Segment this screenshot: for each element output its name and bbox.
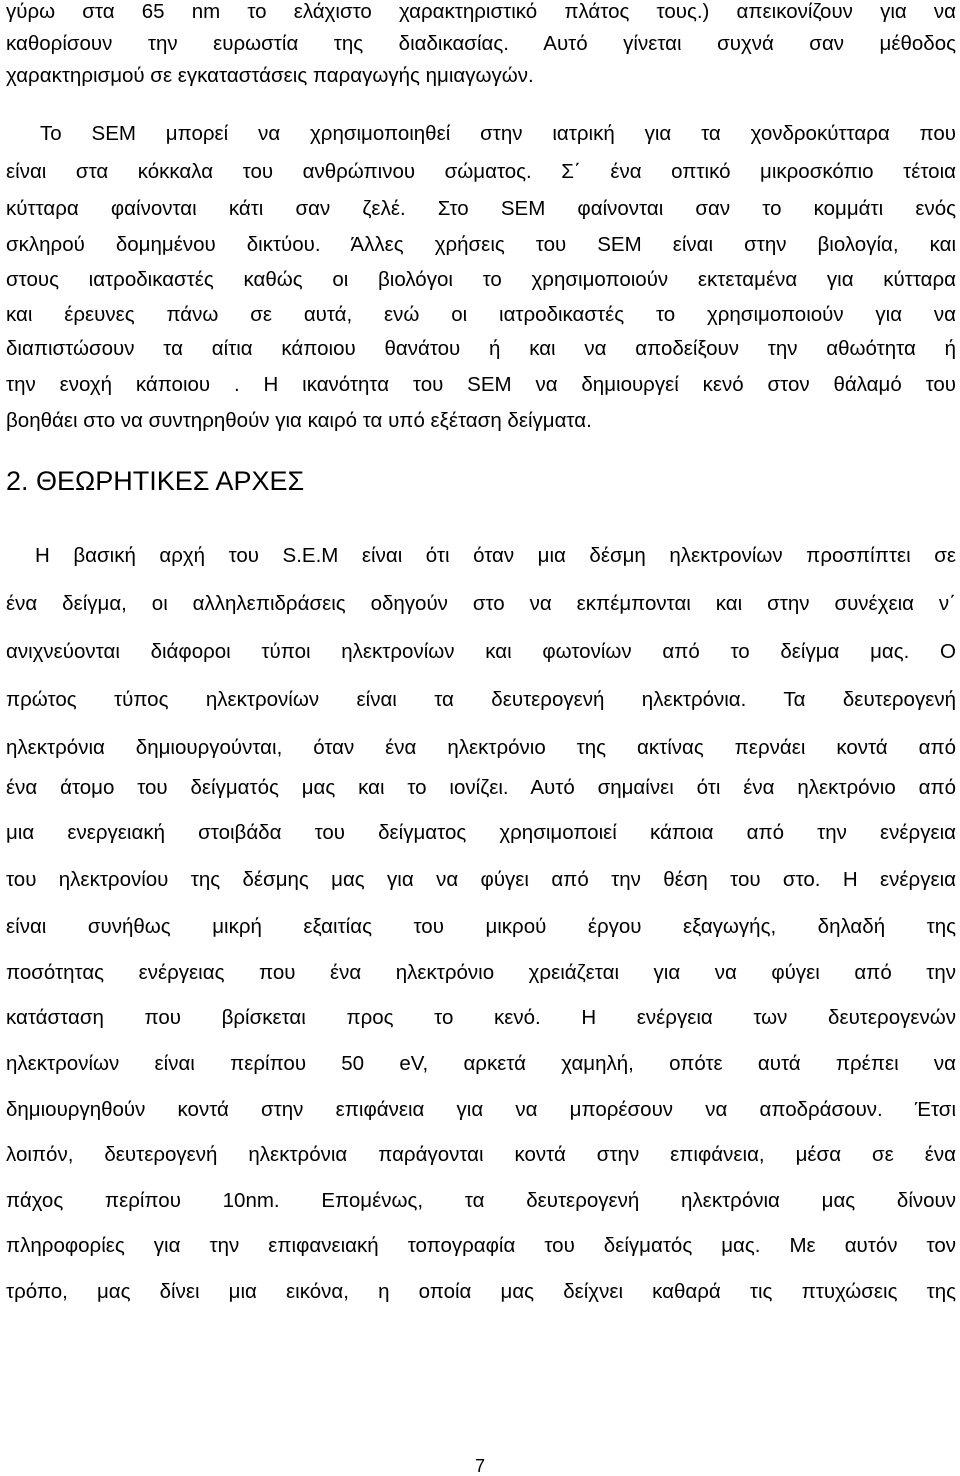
page-number: 7 (474, 1456, 485, 1476)
section-heading: 2. ΘΕΩΡΗΤΙΚΕΣ ΑΡΧΕΣ (6, 466, 305, 496)
text-line: Η βασική αρχή του S.E.M είναι ότι όταν μια δέσμη ηλεκτρονίων προσπίπτει σε (35, 544, 956, 567)
text-line: ένα άτομο του δείγματός μας και το ιονίζει. Αυτό σημαίνει ότι ένα ηλεκτρόνιο από (6, 776, 956, 799)
text-line: πρώτος τύπος ηλεκτρονίων είναι τα δευτερογενή ηλεκτρόνια. Τα δευτερογενή (6, 688, 956, 711)
text-line: ηλεκτρονίων είναι περίπου 50 eV, αρκετά χαμηλή, οπότε αυτά πρέπει να (6, 1052, 956, 1075)
text-line: τρόπο, μας δίνει μια εικόνα, η οποία μας δείχνει καθαρά τις πτυχώσεις της (6, 1280, 956, 1303)
text-line: μια ενεργειακή στοιβάδα του δείγματος χρησιμοποιεί κάποια από την ενέργεια (6, 821, 956, 844)
text-line: Το SEM μπορεί να χρησιμοποιηθεί στην ιατρική για τα χονδροκύτταρα που (40, 122, 956, 145)
text-line: γύρω στα 65 nm το ελάχιστο χαρακτηριστικό πλάτος τους.) απεικονίζουν για να (6, 0, 956, 23)
text-line: χαρακτηρισμού σε εγκαταστάσεις παραγωγής ημιαγωγών. (6, 64, 534, 87)
text-line: κύτταρα φαίνονται κάτι σαν ζελέ. Στο SEM φαίνονται σαν το κομμάτι ενός (6, 197, 956, 220)
text-line: ένα δείγμα, οι αλληλεπιδράσεις οδηγούν στο να εκπέμπονται και στην συνέχεια ν΄ (6, 592, 956, 615)
text-line: είναι στα κόκκαλα του ανθρώπινου σώματος. Σ΄ ένα οπτικό μικροσκόπιο τέτοια (6, 160, 956, 183)
text-line: καθορίσουν την ευρωστία της διαδικασίας. Αυτό γίνεται συχνά σαν μέθοδος (6, 32, 956, 55)
text-line: και έρευνες πάνω σε αυτά, ενώ οι ιατροδικαστές το χρησιμοποιούν για να (6, 303, 956, 326)
text-line: ανιχνεύονται διάφοροι τύποι ηλεκτρονίων και φωτονίων από το δείγμα μας. Ο (6, 640, 956, 663)
text-line: ποσότητας ενέργειας που ένα ηλεκτρόνιο χρειάζεται για να φύγει από την (6, 961, 956, 984)
text-line: στους ιατροδικαστές καθώς οι βιολόγοι το χρησιμοποιούν εκτεταμένα για κύτταρα (6, 268, 956, 291)
text-line: την ενοχή κάποιου . Η ικανότητα του SEM να δημιουργεί κενό στον θάλαμό του (6, 373, 956, 396)
text-line: δημιουργηθούν κοντά στην επιφάνεια για να μπορέσουν να αποδράσουν. Έτσι (6, 1098, 956, 1121)
text-line: βοηθάει στο να συντηρηθούν για καιρό τα υπό εξέταση δείγματα. (6, 409, 592, 432)
text-line: κατάσταση που βρίσκεται προς το κενό. Η ενέργεια των δευτερογενών (6, 1006, 956, 1029)
text-line: του ηλεκτρονίου της δέσμης μας για να φύγει από την θέση του στο. Η ενέργεια (6, 868, 956, 891)
text-line: ηλεκτρόνια δημιουργούνται, όταν ένα ηλεκτρόνιο της ακτίνας περνάει κοντά από (6, 736, 956, 759)
text-line: πάχος περίπου 10nm. Επομένως, τα δευτερογενή ηλεκτρόνια μας δίνουν (6, 1189, 956, 1212)
text-line: πληροφορίες για την επιφανειακή τοπογραφία του δείγματός μας. Με αυτόν τον (6, 1234, 956, 1257)
text-line: είναι συνήθως μικρή εξαιτίας του μικρού έργου εξαγωγής, δηλαδή της (6, 915, 956, 938)
text-line: σκληρού δομημένου δικτύου. Άλλες χρήσεις του SEM είναι στην βιολογία, και (6, 233, 956, 256)
text-line: λοιπόν, δευτερογενή ηλεκτρόνια παράγονται κοντά στην επιφάνεια, μέσα σε ένα (6, 1143, 956, 1166)
text-line: διαπιστώσουν τα αίτια κάποιου θανάτου ή και να αποδείξουν την αθωότητα ή (6, 337, 956, 360)
